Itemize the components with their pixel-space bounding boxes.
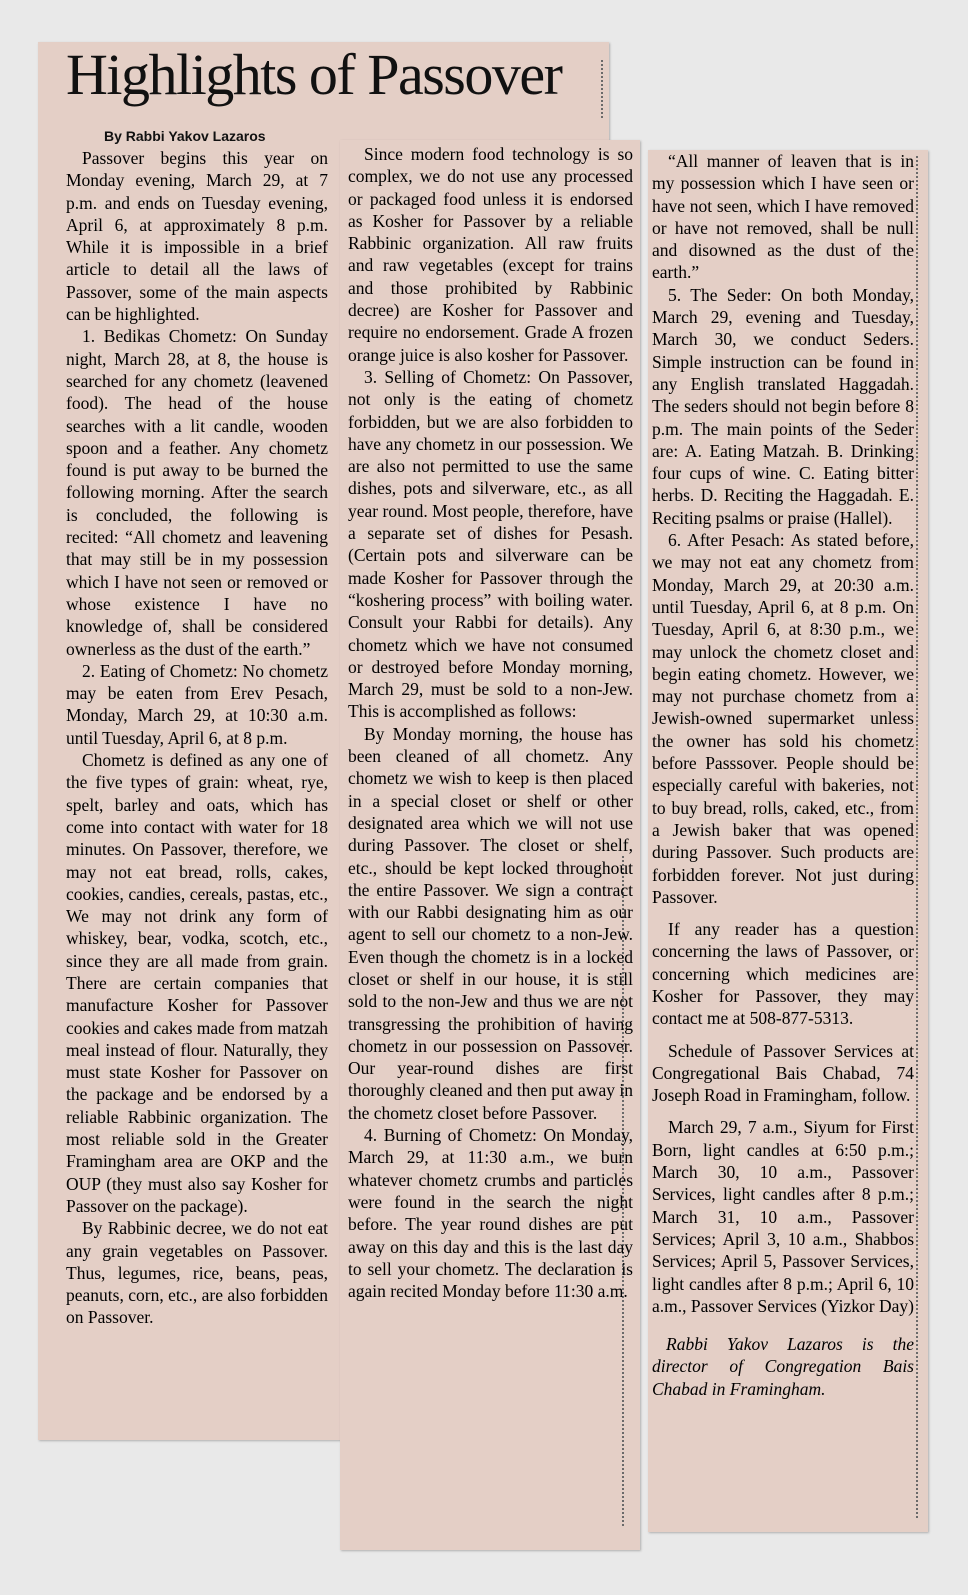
paragraph: March 29, 7 a.m., Siyum for First Born, light candles at 6:50 p.m.; March 30, 10 a.m., Passover Services, light candles after 8 p.m.; March 31, 10 a.m., Passover Services; April 3, 10 a.m., Shabbos Services; April 5, Passover Services, light candles after 8 p.m.; April 6, 10 a.m., Passover Services (Yizkor Day) [652, 1117, 914, 1316]
column-rule [916, 156, 918, 1518]
paragraph: 3. Selling of Chometz: On Passover, not only is the eating of chometz forbidden, but we are also forbidden to have any chometz in our possession. We are also not permitted to use the same dishes, pots and silverware, etc., as all year round. Most people, therefore, have a separate set of dishes for Pesash. (Certain pots and silverware can be made Kosher for Passover through the “koshering process” with boiling water. Consult your Rabbi for details). Any chometz which we have not consumed or destroyed before Monday morning, March 29, must be sold to a non-Jew. This is accomplished as follows: [348, 366, 633, 722]
article-column-2 [348, 143, 633, 1535]
article-column-3 [652, 150, 914, 1520]
paragraph: 6. After Pesach: As stated before, we may not eat any chometz from Monday, March 29, at 20:30 a.m. until Tuesday, April 6, at 8 p.m. On Tuesday, April 6, at 8:30 p.m., we may unlock the chometz closet and begin eating chometz. However, we may not purchase chometz from a Jewish-owned supermarket unless the owner has sold his chometz before Passsover. People should be especially careful with bakeries, not to buy bread, rolls, caked, etc., from a Jewish baker that was opened during Passover. Such products are forbidden forever. Not just during Passover. [652, 530, 914, 907]
paragraph: Schedule of Passover Services at Congregational Bais Chabad, 74 Joseph Road in Framingham, follow. [652, 1040, 914, 1106]
paragraph: By Rabbinic decree, we do not eat any grain vegetables on Passover. Thus, legumes, rice, beans, peas, peanuts, corn, etc., are also forbidden on Passover. [66, 1218, 328, 1328]
paragraph: Since modern food technology is so complex, we do not use any processed or packaged food unless it is endorsed as Kosher for Passover by a reliable Rabbinic organization. All raw fruits and raw vegetables (except for trains and those prohibited by Rabbinic decree) are Kosher for Passover and require no endorsement. Grade A frozen orange juice is also kosher for Passover. [348, 144, 633, 365]
paragraph: Passover begins this year on Monday evening, March 29, at 7 p.m. and ends on Tuesday evening, April 6, at approximately 8 p.m. While it is impossible in a brief article to detail all the laws of Passover, some of the main aspects can be highlighted. [66, 148, 328, 325]
author-signoff: Rabbi Yakov Lazaros is the director of Congregation Bais Chabad in Framingham. [652, 1334, 914, 1399]
column-rule [601, 60, 603, 118]
headline: Highlights of Passover [66, 42, 562, 107]
byline: By Rabbi Yakov Lazaros [104, 128, 266, 144]
paragraph: If any reader has a question concerning the laws of Passover, or concerning which medicines are Kosher for Passover, they may contact me at 508-877-5313. [652, 919, 914, 1029]
paragraph: 5. The Seder: On both Monday, March 29, evening and Tuesday, March 30, we conduct Seders. Simple instruction can be found in any English translated Haggadah. The seders should not begin before 8 p.m. The main points of the Seder are: A. Eating Matzah. B. Drinking four cups of wine. C. Eating bitter herbs. D. Reciting the Haggadah. E. Reciting psalms or praise (Hallel). [652, 284, 914, 528]
paragraph: 1. Bedikas Chometz: On Sunday night, March 28, at 8, the house is searched for any chometz (leavened food). The head of the house searches with a lit candle, wooden spoon and a feather. Any chometz found is put away to be burned the following morning. After the search is concluded, the following is recited: “All chometz and leavening that may still be in my possession which I have not seen or removed or whose existence I have no knowledge of, shall be considered ownerless as the dust of the earth.” [66, 326, 328, 659]
paragraph: “All manner of leaven that is in my possession which I have seen or have not seen, which I have removed or have not removed, shall be null and disowned as the dust of the earth.” [652, 151, 914, 283]
paragraph: 2. Eating of Chometz: No chometz may be eaten from Erev Pesach, Monday, March 29, at 10:30 a.m. until Tuesday, April 6, at 8 p.m. [66, 660, 328, 748]
article-column-1 [66, 147, 328, 1429]
paragraph: 4. Burning of Chometz: On Monday, March 29, at 11:30 a.m., we burn whatever chometz crumbs and particles were found in the search the night before. The year round dishes are put away on this day and this is the last day to sell your chometz. The declaration is again recited Monday before 11:30 a.m. [348, 1125, 633, 1302]
paragraph: By Monday morning, the house has been cleaned of all chometz. Any chometz we wish to keep is then placed in a special closet or shelf or other designated area which we will not use during Passover. The closet or shelf, etc., should be kept locked throughout the entire Passover. We sign a contract with our Rabbi designating him as our agent to sell our chometz to a non-Jew. Even though the chometz is in a locked closet or shelf in our house, it is still sold to the non-Jew and thus we are not transgressing the prohibition of having chometz in our possession on Passover. Our year-round dishes are first thoroughly cleaned and then put away in the chometz closet before Passover. [348, 723, 633, 1123]
paragraph: Chometz is defined as any one of the five types of grain: wheat, rye, spelt, barley and oats, which has come into contact with water for 18 minutes. On Passover, therefore, we may not eat bread, rolls, cakes, cookies, candies, cereals, pastas, etc., We may not drink any form of whiskey, bear, vodka, scotch, etc., since they are all made from grain. There are certain companies that manufacture Kosher for Passover cookies and cakes made from matzah meal instead of flour. Naturally, they must state Kosher for Passover on the package and be endorsed by a reliable Rabbinic organization. The most reliable sold in the Greater Framingham area are OKP and the OUP (they must also say Kosher for Passover on the package). [66, 750, 328, 1216]
